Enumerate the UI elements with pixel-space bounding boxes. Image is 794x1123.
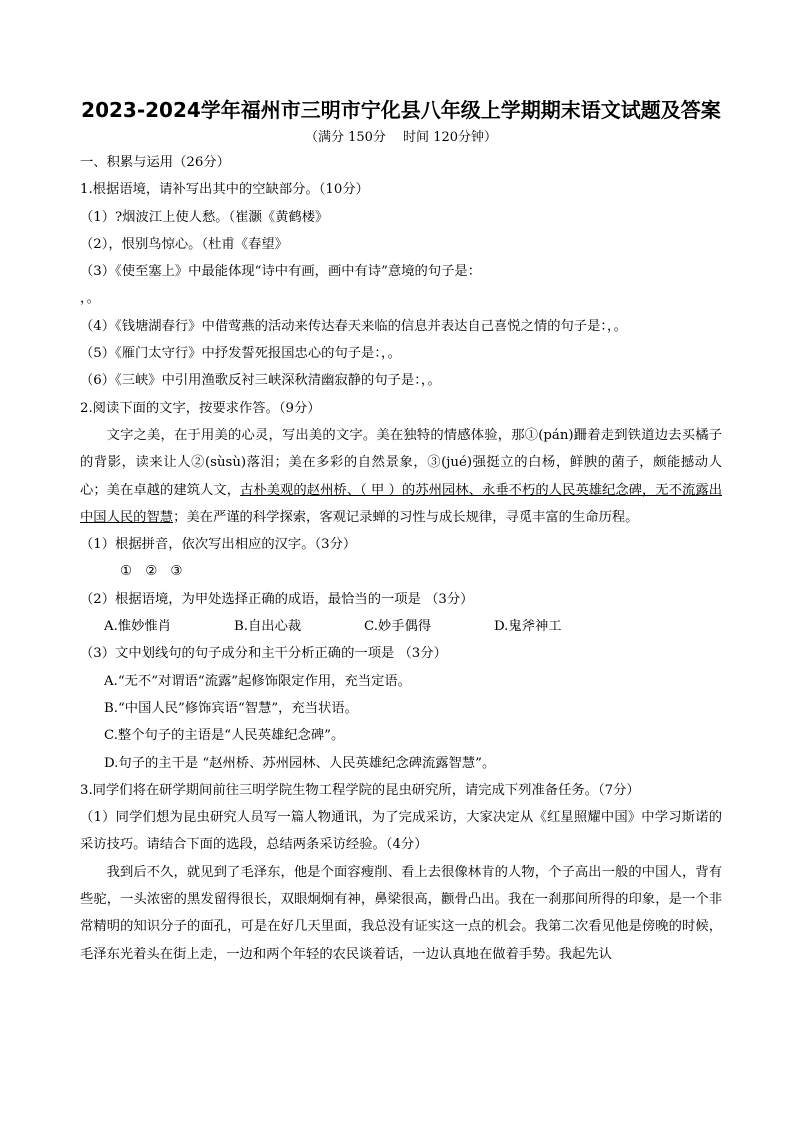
q2-sub3: （3）文中划线句的句子成分和主干分析正确的一项是 （3分） [80,646,447,662]
q1-item-2: （2），恨别鸟惊心。（杜甫《春望》 [80,236,288,252]
q1-item-1: （1）?烟波江上使人愁。（崔灏《黄鹤楼》 [80,209,329,225]
q3-stem: 3.同学们将在研学期间前往三明学院生物工程学院的昆虫研究所，请完成下列准备任务。（7分） [80,782,640,798]
q1-stem: 1.根据语境，请补写出其中的空缺部分。（10分） [80,182,369,198]
q1-item-3: （3）《使至塞上》中最能体现“诗中有画，画中有诗”意境的句子是： [80,264,482,280]
q3-excerpt: 我到后不久，就见到了毛泽东，他是个面容瘦削、看上去很像林肯的人物，个子高出一般的中国人，背有些驼，一头浓密的黑发留得很长，双眼炯炯有神，鼻梁很高，颧骨凸出。我在一刹那间所得的印象，是一个非常精明的知识分子的面孔，可是在好几天里面，我总没有证实这一点的机会。我第二次看见他是傍晚的时候，毛泽东光着头在街上走，一边和两个年轻的农民谈着话，一边认真地在做着手势。我起先认 [80,864,722,962]
q2-sub2-option-c: C.妙手偶得 [364,619,432,635]
q1-item-6: （6）《三峡》中引用渔歌反衬三峡深秋清幽寂静的句子是：，。 [80,373,441,389]
q2-passage-b: ；美在严谨的科学探索，客观记录蝉的习性与成长规律，寻觅丰富的生命历程。 [173,509,639,525]
q3-sub1: （1）同学们想为昆虫研究人员写一篇人物通讯，为了完成采访，大家决定从《红星照耀中国》中学习斯诺的采访技巧。请结合下面的选段，总结两条采访经验。（4分） [80,810,722,853]
q2-sub3-option-b: B.“中国人民”修饰宾语“智慧”，充当状语。 [104,700,358,716]
q2-sub2-options [80,613,722,640]
q2-stem: 2.阅读下面的文字，按要求作答。（9分） [80,400,321,416]
q2-passage [80,422,722,531]
q2-sub2: （2）根据语境，为甲处选择正确的成语，最恰当的一项是 （3分） [80,591,474,607]
q2-sub1: （1）根据拼音，依次写出相应的汉字。（3分） [80,537,357,553]
q2-sub3-option-d: D.句子的主干是 “赵州桥、苏州园林、人民英雄纪念碑流露智慧”。 [104,755,496,771]
page-title: 2023-2024学年福州市三明市宁化县八年级上学期期末语文试题及答案 [81,98,721,122]
q1-item-5: （5）《雁门太守行》中抒发誓死报国忠心的句子是：，。 [80,346,401,362]
q2-sub1-blanks: ① ② ③ [120,564,183,580]
exam-page [80,96,722,968]
q2-passage-a: 文字之美，在于用美的心灵，写出美的文字。美在独特的情感体验，那①(pán)跚着走到铁道边去买橘子的背影，读来让人②(sùsù)落泪；美在多彩的自然景象，③(jué)强挺立的白杨，鲜腴的菌子，颇能撼动人心；美在卓越的建筑人文， [80,427,722,498]
q1-item-4: （4）《钱塘湖春行》中借莺燕的活动来传达春天来临的信息并表达自己喜悦之情的句子是：，。 [80,318,627,334]
q2-sub2-option-d: D.鬼斧神工 [494,619,562,635]
q2-sub3-option-a: A.“无不”对谓语“流露”起修饰限定作用，充当定语。 [104,673,411,689]
q2-sub2-option-b: B.自出心裁 [234,619,302,635]
page-subtitle: （满分 150分 时间 120分钟） [304,130,498,145]
section-heading: 一、积累与运用（26分） [80,155,230,170]
q2-sub3-option-c: C.整个句子的主语是“人民英雄纪念碑”。 [104,728,345,744]
q2-underlined-sentence: 古朴美观的赵州桥、（ 甲 ）的苏州园林、永垂不朽的人民英雄纪念碑，无不流露出中国人民的智慧 [80,482,722,525]
q2-sub2-option-a: A.惟妙惟肖 [104,619,172,635]
q1-item-3-cont: ，。 [80,291,100,307]
